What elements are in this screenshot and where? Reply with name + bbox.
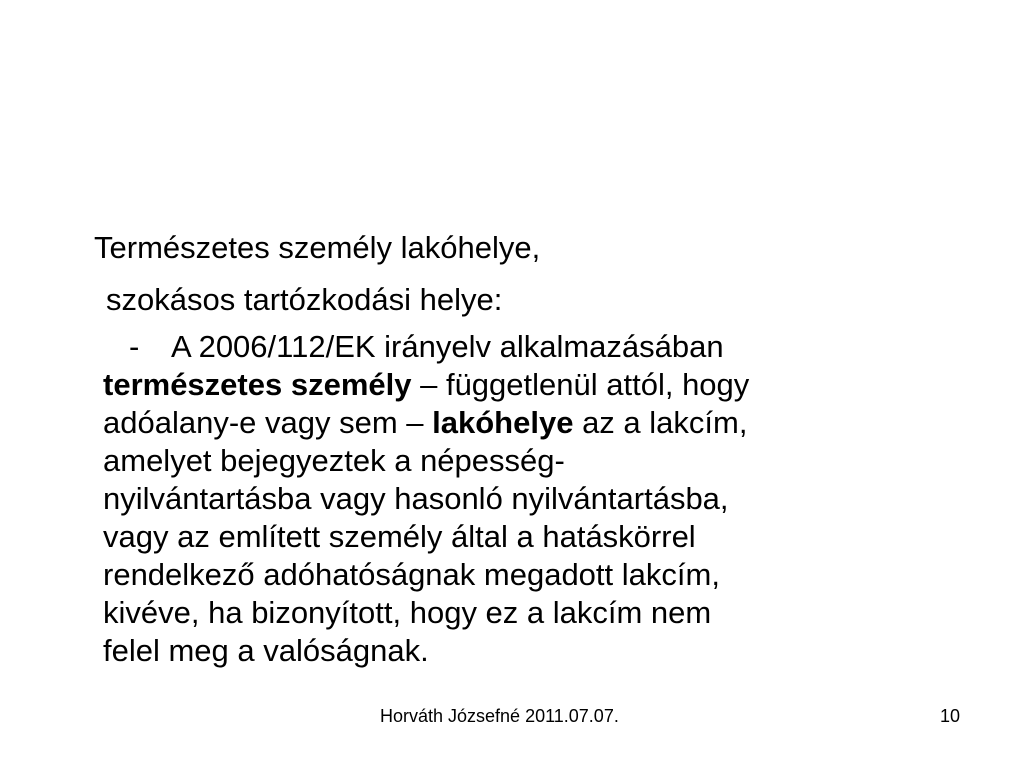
paragraph-line-9: felel meg a valóságnak.: [103, 633, 429, 668]
footer-page-number: 10: [940, 706, 961, 726]
paragraph-line-8: kivéve, ha bizonyított, hogy ez a lakcím nem: [103, 595, 712, 630]
paragraph-line-1: [103, 328, 963, 366]
paragraph-line-5: nyilvántartásba vagy hasonló nyilvántartásba,: [103, 481, 729, 516]
heading-line-2: szokásos tartózkodási helye:: [106, 282, 503, 317]
paragraph-text-3b: az a lakcím,: [573, 405, 748, 440]
paragraph-text-1: A 2006/112/EK irányelv alkalmazásában: [171, 329, 724, 364]
bold-term-residence: lakóhelye: [432, 405, 574, 440]
paragraph-line-4: amelyet bejegyeztek a népesség-: [103, 443, 565, 478]
paragraph-line-3: [103, 404, 963, 442]
bold-term-natural-person: természetes személy: [103, 367, 412, 402]
paragraph-line-6: vagy az említett személy által a hatáskörrel: [103, 519, 696, 554]
bullet-dash: -: [129, 329, 140, 364]
paragraph-line-7: rendelkező adóhatóságnak megadott lakcím,: [103, 557, 720, 592]
paragraph-text-3a: adóalany-e vagy sem –: [103, 405, 433, 440]
heading-line-1: Természetes személy lakóhelye,: [94, 230, 541, 265]
paragraph-text-2: – függetlenül attól, hogy: [411, 367, 750, 402]
paragraph-line-2: [103, 366, 963, 404]
footer-author-date: Horváth Józsefné 2011.07.07.: [380, 706, 619, 726]
definition-paragraph: [103, 328, 963, 670]
